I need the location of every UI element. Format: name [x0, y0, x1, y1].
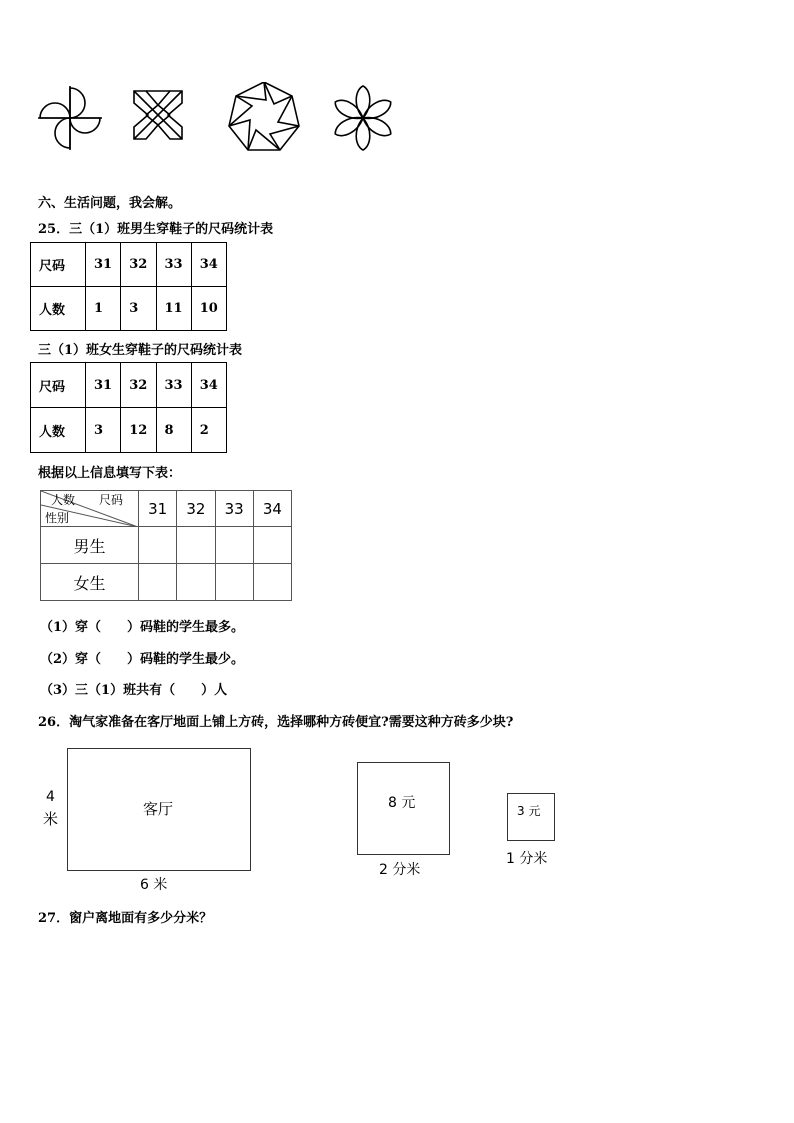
diagonal-header-cell — [41, 491, 139, 527]
row-label-girls: 女生 — [41, 564, 139, 601]
cross-figure — [134, 91, 182, 139]
table-cell: 34 — [191, 363, 226, 408]
flower-figure — [332, 86, 394, 150]
big-tile-price: 8 元 — [388, 795, 416, 811]
blank-cell[interactable] — [253, 564, 291, 601]
room-width-label: 6 米 — [140, 877, 168, 893]
size-header-cell: 34 — [253, 491, 291, 527]
table-cell: 12 — [121, 408, 156, 453]
table-header-count: 人数 — [31, 408, 86, 453]
q25-title: 25．三（1）班男生穿鞋子的尺码统计表 — [38, 222, 274, 237]
blank-cell[interactable] — [177, 564, 215, 601]
blank-cell[interactable] — [139, 527, 177, 564]
girls-size-table — [30, 362, 227, 453]
size-header-cell: 31 — [139, 491, 177, 527]
table-cell: 3 — [86, 408, 121, 453]
header-size-label: 尺码 — [99, 493, 124, 507]
size-header-cell: 32 — [177, 491, 215, 527]
table-cell: 34 — [191, 243, 226, 287]
table-cell: 33 — [156, 363, 191, 408]
rotation-figures — [30, 82, 410, 162]
q27-title: 27．窗户离地面有多少分米？ — [38, 911, 213, 926]
table-cell: 10 — [191, 287, 226, 331]
table-cell: 11 — [156, 287, 191, 331]
table-header-size: 尺码 — [31, 363, 86, 408]
blank-cell[interactable] — [253, 527, 291, 564]
blank-cell[interactable] — [139, 564, 177, 601]
big-tile-size: 2 分米 — [379, 862, 421, 878]
size-header-cell: 33 — [215, 491, 253, 527]
boys-size-table — [30, 242, 227, 331]
room-height-number: 4 — [46, 789, 55, 805]
pinwheel-figure — [38, 86, 102, 150]
fill-prompt: 根据以上信息填写下表： — [38, 466, 182, 481]
table-cell: 31 — [86, 243, 121, 287]
table-cell: 32 — [121, 363, 156, 408]
girls-table-title: 三（1）班女生穿鞋子的尺码统计表 — [38, 343, 243, 358]
table-cell: 3 — [121, 287, 156, 331]
small-tile-price: 3 元 — [517, 804, 541, 818]
table-cell: 32 — [121, 243, 156, 287]
room-height-unit: 米 — [43, 810, 59, 828]
row-label-boys: 男生 — [41, 527, 139, 564]
heptagon-figure — [229, 82, 299, 150]
section-title: 六、生活问题，我会解。 — [38, 196, 182, 211]
sub-question-1: （1）穿（ ）码鞋的学生最多。 — [40, 620, 245, 635]
blank-cell[interactable] — [215, 527, 253, 564]
table-header-count: 人数 — [31, 287, 86, 331]
table-cell: 8 — [156, 408, 191, 453]
fill-in-table — [40, 490, 292, 601]
blank-cell[interactable] — [215, 564, 253, 601]
small-tile-size: 1 分米 — [506, 851, 548, 867]
blank-cell[interactable] — [177, 527, 215, 564]
table-cell: 2 — [191, 408, 226, 453]
sub-question-2: （2）穿（ ）码鞋的学生最少。 — [40, 652, 245, 667]
table-header-size: 尺码 — [31, 243, 86, 287]
room-label: 客厅 — [143, 800, 174, 818]
table-cell: 31 — [86, 363, 121, 408]
table-cell: 1 — [86, 287, 121, 331]
table-cell: 33 — [156, 243, 191, 287]
sub-question-3: （3）三（1）班共有（ ）人 — [40, 683, 228, 698]
header-count-label: 人数 — [51, 493, 76, 507]
header-gender-label: 性别 — [45, 511, 70, 525]
q26-title: 26．淘气家准备在客厅地面上铺上方砖，选择哪种方砖便宜?需要这种方砖多少块? — [38, 715, 514, 730]
